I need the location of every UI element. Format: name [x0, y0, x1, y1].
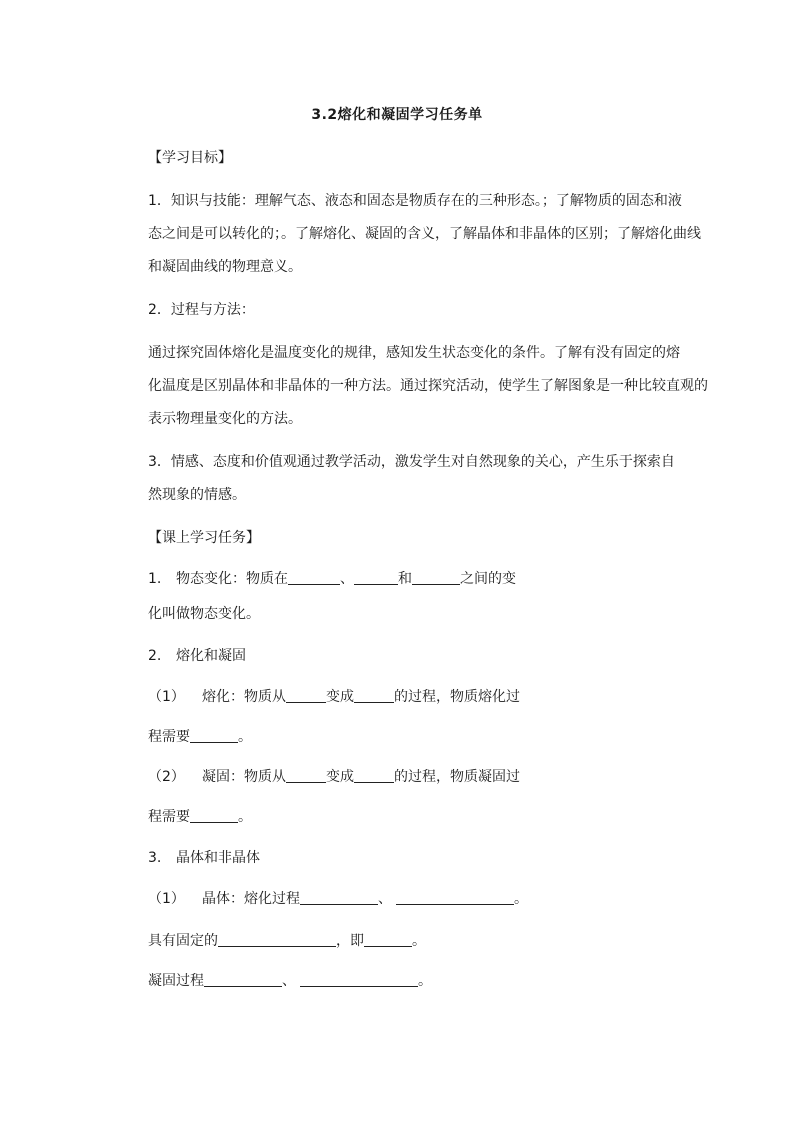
- task3-line2-a: 具有固定的: [148, 933, 218, 949]
- task2-solid-text-b: 变成: [326, 769, 354, 785]
- goal2-line1: 通过探究固体熔化是温度变化的规律，感知发生状态变化的条件。了解有没有固定的熔: [148, 345, 680, 361]
- task2-number: 2.: [148, 648, 162, 664]
- goal1-line1: 1．知识与技能：理解气态、液态和固态是物质存在的三种形态。；了解物质的固态和液: [148, 193, 682, 209]
- task2-solid-line2-a: 程需要: [148, 809, 190, 825]
- task1-sep2: 和: [398, 571, 412, 587]
- task2-melt-line2-a: 程需要: [148, 729, 190, 745]
- blank-field[interactable]: [300, 972, 418, 987]
- goal1-line3: 和凝固曲线的物理意义。: [148, 259, 302, 275]
- task2-solid-line2: [148, 808, 252, 825]
- blank-field[interactable]: [300, 890, 378, 905]
- task3-line2: [148, 932, 426, 949]
- task3-heading: 晶体和非晶体: [176, 850, 260, 866]
- goal2-line2: 化温度是区别晶体和非晶体的一种方法。通过探究活动，使学生了解图象是一种比较直观的: [148, 378, 708, 394]
- task1-text-a: 物态变化：物质在: [176, 571, 288, 587]
- task1-line2: 化叫做物态变化。: [148, 606, 260, 622]
- blank-field[interactable]: [204, 972, 282, 987]
- task2-melt-line2: [148, 728, 252, 745]
- goal2-heading: 2．过程与方法：: [148, 302, 255, 318]
- goal2-line3: 表示物理量变化的方法。: [148, 411, 302, 427]
- blank-field[interactable]: [190, 728, 238, 743]
- task2-heading: 熔化和凝固: [176, 648, 246, 664]
- task2-melt-line2-b: 。: [238, 729, 252, 745]
- task3-crystal-sep: 、: [378, 891, 392, 907]
- blank-field[interactable]: [364, 932, 412, 947]
- blank-field[interactable]: [190, 808, 238, 823]
- task3-crystal-end: 。: [514, 891, 528, 907]
- blank-field[interactable]: [354, 570, 398, 585]
- task3-line3: [148, 972, 432, 989]
- task1-line1: [148, 570, 516, 587]
- section-heading-tasks: 【课上学习任务】: [148, 530, 260, 546]
- goal3-line1: 3．情感、态度和价值观通过教学活动，激发学生对自然现象的关心，产生乐于探索自: [148, 454, 675, 470]
- task3-line3-c: 。: [418, 973, 432, 989]
- task2-solid-number: （2）: [148, 769, 185, 785]
- blank-field[interactable]: [354, 768, 394, 783]
- task2-solid-line1: [148, 768, 520, 785]
- task3-crystal-number: （1）: [148, 891, 185, 907]
- task2-solid-text-c: 的过程，物质凝固过: [394, 769, 520, 785]
- blank-field[interactable]: [354, 688, 394, 703]
- section-heading-goals: 【学习目标】: [148, 150, 232, 166]
- goal1-line2: 态之间是可以转化的；。了解熔化、凝固的含义，了解晶体和非晶体的区别；了解熔化曲线: [148, 226, 701, 242]
- blank-field[interactable]: [286, 688, 326, 703]
- task3-crystal-text-a: 晶体：熔化过程: [202, 891, 300, 907]
- task2-melt-number: （1）: [148, 689, 185, 705]
- blank-field[interactable]: [412, 570, 460, 585]
- task1-sep1: 、: [340, 571, 354, 587]
- task3-crystal-line1: [148, 890, 528, 907]
- blank-field[interactable]: [396, 890, 514, 905]
- task1-number: 1.: [148, 571, 162, 587]
- task1-text-b: 之间的变: [460, 571, 516, 587]
- task2-solid-line2-b: 。: [238, 809, 252, 825]
- task2-heading-line: [148, 648, 246, 664]
- blank-field[interactable]: [286, 768, 326, 783]
- task2-melt-text-b: 变成: [326, 689, 354, 705]
- document-title: 3.2熔化和凝固学习任务单: [311, 107, 483, 123]
- task3-line2-c: 。: [412, 933, 426, 949]
- task3-line3-a: 凝固过程: [148, 973, 204, 989]
- blank-field[interactable]: [288, 570, 340, 585]
- goal3-line2: 然现象的情感。: [148, 487, 246, 503]
- task2-melt-text-c: 的过程，物质熔化过: [394, 689, 520, 705]
- task3-number: 3.: [148, 850, 162, 866]
- task2-solid-text-a: 凝固：物质从: [202, 769, 286, 785]
- task2-melt-text-a: 熔化：物质从: [202, 689, 286, 705]
- task2-melt-line1: [148, 688, 520, 705]
- task3-line2-b: ，即: [336, 933, 364, 949]
- task3-heading-line: [148, 850, 260, 866]
- task3-line3-b: 、: [282, 973, 296, 989]
- blank-field[interactable]: [218, 932, 336, 947]
